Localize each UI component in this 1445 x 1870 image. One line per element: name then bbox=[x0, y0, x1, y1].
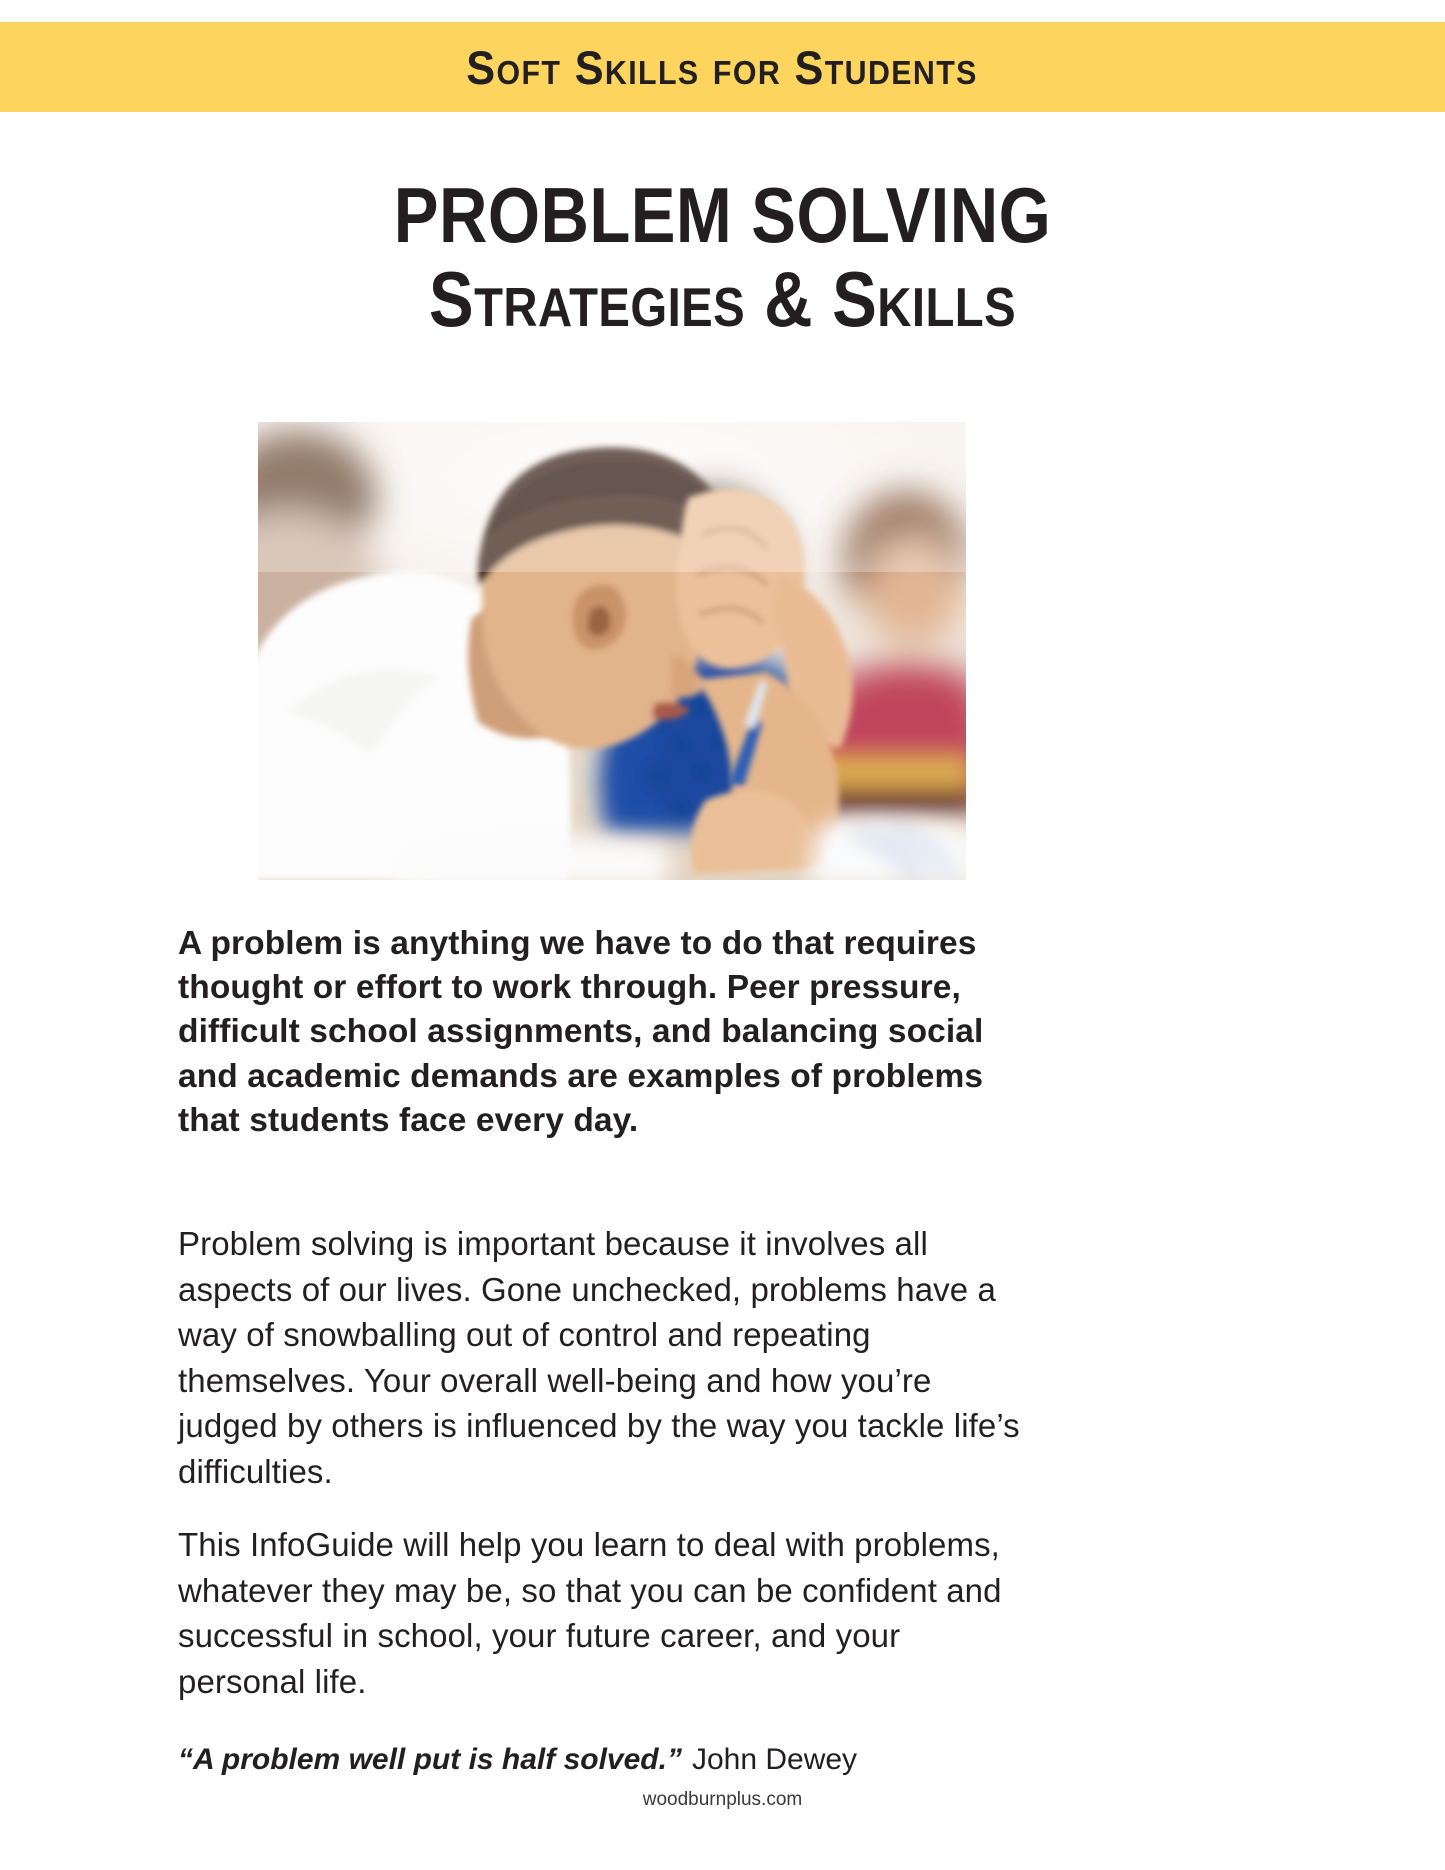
article-body bbox=[178, 922, 1023, 1779]
header-banner bbox=[0, 22, 1445, 112]
footer-website: woodburnplus.com bbox=[642, 1789, 803, 1810]
spacer bbox=[178, 1143, 1023, 1221]
quote-author: John Dewey bbox=[691, 1743, 858, 1777]
spacer bbox=[178, 1494, 1023, 1522]
body-paragraph-1: Problem solving is important because it involves all aspects of our lives. Gone unchecked, problems have a way of snowballing out of control and repeating themselves. Your overall well-being and how you’re judged by others is influenced by the way you tackle life’s difficulties. bbox=[178, 1225, 1020, 1490]
quote-text: “A problem well put is half solved.” bbox=[178, 1743, 682, 1777]
page-title-line-2: Strategies & Skills bbox=[428, 254, 1017, 343]
body-paragraph-2: This InfoGuide will help you learn to deal with problems, whatever they may be, so that you can be confident and successful in school, your future career, and your personal life. bbox=[178, 1526, 1002, 1700]
banner-title: Soft Skills for Students bbox=[466, 40, 979, 94]
pull-quote bbox=[178, 1740, 1023, 1779]
page-title-line-1: PROBLEM SOLVING bbox=[393, 171, 1052, 259]
hero-photo bbox=[258, 422, 966, 880]
hero-photo-illustration bbox=[258, 422, 966, 880]
page-title bbox=[0, 171, 1445, 343]
spacer bbox=[178, 1704, 1023, 1740]
lead-paragraph: A problem is anything we have to do that requires thought or effort to work through. Peer pressure, difficult school assignments, and balancing social and academic demands are examples of problems that students face every day. bbox=[178, 925, 984, 1139]
